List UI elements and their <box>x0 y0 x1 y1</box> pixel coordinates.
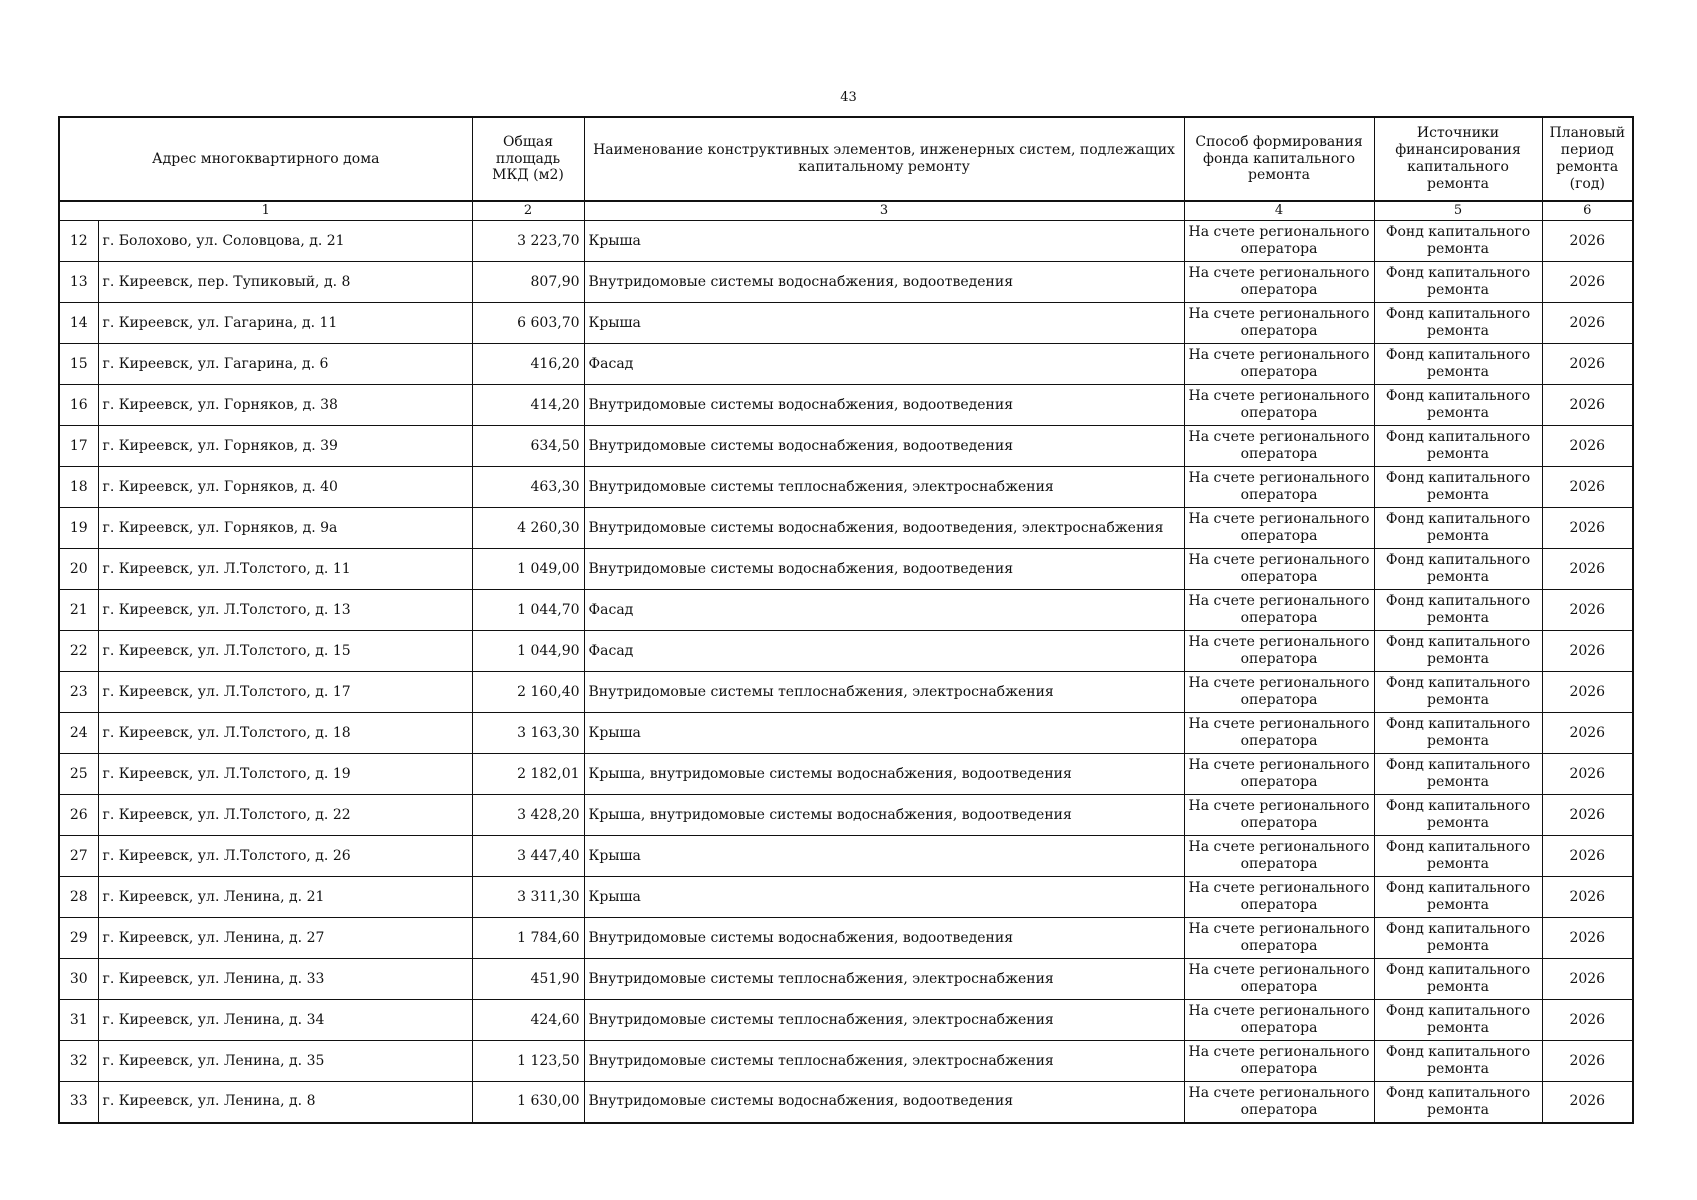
header-sources: Источники финансирования капитального ремонта <box>1374 117 1542 201</box>
row-number: 13 <box>59 262 98 303</box>
row-number: 14 <box>59 303 98 344</box>
area-cell: 1 123,50 <box>472 1041 584 1082</box>
year-cell: 2026 <box>1542 262 1633 303</box>
fund-method-cell: На счете регионального оператора <box>1184 918 1374 959</box>
fund-method-cell: На счете регионального оператора <box>1184 344 1374 385</box>
area-cell: 451,90 <box>472 959 584 1000</box>
fund-method-cell: На счете регионального оператора <box>1184 754 1374 795</box>
elements-cell: Внутридомовые системы теплоснабжения, электроснабжения <box>584 1041 1184 1082</box>
area-cell: 2 182,01 <box>472 754 584 795</box>
year-cell: 2026 <box>1542 590 1633 631</box>
table-row <box>59 590 1633 631</box>
year-cell: 2026 <box>1542 549 1633 590</box>
table-row <box>59 303 1633 344</box>
year-cell: 2026 <box>1542 303 1633 344</box>
fund-method-cell: На счете регионального оператора <box>1184 303 1374 344</box>
year-cell: 2026 <box>1542 672 1633 713</box>
elements-cell: Внутридомовые системы теплоснабжения, электроснабжения <box>584 1000 1184 1041</box>
elements-cell: Внутридомовые системы водоснабжения, водоотведения <box>584 1082 1184 1123</box>
row-number: 18 <box>59 467 98 508</box>
year-cell: 2026 <box>1542 836 1633 877</box>
year-cell: 2026 <box>1542 508 1633 549</box>
source-cell: Фонд капитального ремонта <box>1374 303 1542 344</box>
address-cell: г. Киреевск, ул. Горняков, д. 38 <box>98 385 472 426</box>
elements-cell: Фасад <box>584 344 1184 385</box>
table-row <box>59 262 1633 303</box>
year-cell: 2026 <box>1542 1041 1633 1082</box>
year-cell: 2026 <box>1542 713 1633 754</box>
year-cell: 2026 <box>1542 877 1633 918</box>
row-number: 30 <box>59 959 98 1000</box>
year-cell: 2026 <box>1542 221 1633 262</box>
table-body <box>59 221 1633 1123</box>
address-cell: г. Болохово, ул. Соловцова, д. 21 <box>98 221 472 262</box>
address-cell: г. Киреевск, ул. Горняков, д. 40 <box>98 467 472 508</box>
address-cell: г. Киреевск, ул. Гагарина, д. 6 <box>98 344 472 385</box>
elements-cell: Фасад <box>584 590 1184 631</box>
area-cell: 414,20 <box>472 385 584 426</box>
elements-cell: Внутридомовые системы водоснабжения, водоотведения <box>584 918 1184 959</box>
elements-cell: Крыша <box>584 713 1184 754</box>
column-number: 3 <box>584 201 1184 221</box>
row-number: 21 <box>59 590 98 631</box>
year-cell: 2026 <box>1542 467 1633 508</box>
header-elements: Наименование конструктивных элементов, инженерных систем, подлежащих капитальному ремонту <box>584 117 1184 201</box>
area-cell: 3 163,30 <box>472 713 584 754</box>
row-number: 29 <box>59 918 98 959</box>
source-cell: Фонд капитального ремонта <box>1374 221 1542 262</box>
repair-plan-table <box>58 116 1634 1124</box>
area-cell: 1 044,70 <box>472 590 584 631</box>
table-row <box>59 959 1633 1000</box>
address-cell: г. Киреевск, ул. Л.Толстого, д. 19 <box>98 754 472 795</box>
column-number: 5 <box>1374 201 1542 221</box>
elements-cell: Внутридомовые системы водоснабжения, водоотведения, электроснабжения <box>584 508 1184 549</box>
row-number: 19 <box>59 508 98 549</box>
address-cell: г. Киреевск, ул. Л.Толстого, д. 17 <box>98 672 472 713</box>
table-row <box>59 672 1633 713</box>
fund-method-cell: На счете регионального оператора <box>1184 877 1374 918</box>
source-cell: Фонд капитального ремонта <box>1374 631 1542 672</box>
source-cell: Фонд капитального ремонта <box>1374 1041 1542 1082</box>
source-cell: Фонд капитального ремонта <box>1374 836 1542 877</box>
header-period: Плановый период ремонта (год) <box>1542 117 1633 201</box>
area-cell: 463,30 <box>472 467 584 508</box>
year-cell: 2026 <box>1542 795 1633 836</box>
row-number: 23 <box>59 672 98 713</box>
source-cell: Фонд капитального ремонта <box>1374 713 1542 754</box>
table-row <box>59 1000 1633 1041</box>
table-row <box>59 918 1633 959</box>
source-cell: Фонд капитального ремонта <box>1374 508 1542 549</box>
fund-method-cell: На счете регионального оператора <box>1184 590 1374 631</box>
address-cell: г. Киреевск, ул. Гагарина, д. 11 <box>98 303 472 344</box>
row-number: 12 <box>59 221 98 262</box>
area-cell: 3 223,70 <box>472 221 584 262</box>
column-number-row <box>59 201 1633 221</box>
area-cell: 3 428,20 <box>472 795 584 836</box>
area-cell: 1 784,60 <box>472 918 584 959</box>
address-cell: г. Киреевск, ул. Ленина, д. 21 <box>98 877 472 918</box>
table-row <box>59 549 1633 590</box>
table-row <box>59 221 1633 262</box>
address-cell: г. Киреевск, ул. Ленина, д. 33 <box>98 959 472 1000</box>
address-cell: г. Киреевск, пер. Тупиковый, д. 8 <box>98 262 472 303</box>
fund-method-cell: На счете регионального оператора <box>1184 426 1374 467</box>
source-cell: Фонд капитального ремонта <box>1374 754 1542 795</box>
year-cell: 2026 <box>1542 918 1633 959</box>
row-number: 26 <box>59 795 98 836</box>
elements-cell: Внутридомовые системы теплоснабжения, электроснабжения <box>584 467 1184 508</box>
column-number: 4 <box>1184 201 1374 221</box>
source-cell: Фонд капитального ремонта <box>1374 1000 1542 1041</box>
row-number: 20 <box>59 549 98 590</box>
source-cell: Фонд капитального ремонта <box>1374 877 1542 918</box>
table-row <box>59 426 1633 467</box>
row-number: 17 <box>59 426 98 467</box>
address-cell: г. Киреевск, ул. Ленина, д. 8 <box>98 1082 472 1123</box>
elements-cell: Крыша <box>584 221 1184 262</box>
area-cell: 416,20 <box>472 344 584 385</box>
source-cell: Фонд капитального ремонта <box>1374 795 1542 836</box>
elements-cell: Внутридомовые системы водоснабжения, водоотведения <box>584 549 1184 590</box>
header-area: Общая площадь МКД (м2) <box>472 117 584 201</box>
address-cell: г. Киреевск, ул. Л.Толстого, д. 15 <box>98 631 472 672</box>
year-cell: 2026 <box>1542 385 1633 426</box>
source-cell: Фонд капитального ремонта <box>1374 590 1542 631</box>
area-cell: 1 049,00 <box>472 549 584 590</box>
table-row <box>59 344 1633 385</box>
elements-cell: Фасад <box>584 631 1184 672</box>
row-number: 27 <box>59 836 98 877</box>
area-cell: 3 311,30 <box>472 877 584 918</box>
source-cell: Фонд капитального ремонта <box>1374 672 1542 713</box>
elements-cell: Крыша <box>584 303 1184 344</box>
address-cell: г. Киреевск, ул. Л.Толстого, д. 18 <box>98 713 472 754</box>
address-cell: г. Киреевск, ул. Ленина, д. 34 <box>98 1000 472 1041</box>
fund-method-cell: На счете регионального оператора <box>1184 713 1374 754</box>
table-row <box>59 795 1633 836</box>
column-number: 6 <box>1542 201 1633 221</box>
address-cell: г. Киреевск, ул. Л.Толстого, д. 26 <box>98 836 472 877</box>
row-number: 22 <box>59 631 98 672</box>
area-cell: 1 044,90 <box>472 631 584 672</box>
table-header-row <box>59 117 1633 201</box>
address-cell: г. Киреевск, ул. Л.Толстого, д. 22 <box>98 795 472 836</box>
area-cell: 1 630,00 <box>472 1082 584 1123</box>
column-number: 1 <box>59 201 472 221</box>
address-cell: г. Киреевск, ул. Ленина, д. 35 <box>98 1041 472 1082</box>
table-row <box>59 385 1633 426</box>
page-number: 43 <box>840 90 857 105</box>
elements-cell: Крыша <box>584 877 1184 918</box>
year-cell: 2026 <box>1542 1082 1633 1123</box>
fund-method-cell: На счете регионального оператора <box>1184 467 1374 508</box>
year-cell: 2026 <box>1542 1000 1633 1041</box>
year-cell: 2026 <box>1542 959 1633 1000</box>
row-number: 32 <box>59 1041 98 1082</box>
fund-method-cell: На счете регионального оператора <box>1184 1041 1374 1082</box>
elements-cell: Внутридомовые системы теплоснабжения, электроснабжения <box>584 672 1184 713</box>
table-row <box>59 1082 1633 1123</box>
fund-method-cell: На счете регионального оператора <box>1184 221 1374 262</box>
area-cell: 424,60 <box>472 1000 584 1041</box>
source-cell: Фонд капитального ремонта <box>1374 426 1542 467</box>
fund-method-cell: На счете регионального оператора <box>1184 631 1374 672</box>
fund-method-cell: На счете регионального оператора <box>1184 672 1374 713</box>
source-cell: Фонд капитального ремонта <box>1374 549 1542 590</box>
address-cell: г. Киреевск, ул. Л.Толстого, д. 11 <box>98 549 472 590</box>
fund-method-cell: На счете регионального оператора <box>1184 549 1374 590</box>
area-cell: 6 603,70 <box>472 303 584 344</box>
area-cell: 4 260,30 <box>472 508 584 549</box>
row-number: 24 <box>59 713 98 754</box>
year-cell: 2026 <box>1542 631 1633 672</box>
table-row <box>59 631 1633 672</box>
fund-method-cell: На счете регионального оператора <box>1184 1000 1374 1041</box>
table-row <box>59 467 1633 508</box>
header-fund-method: Способ формирования фонда капитального ремонта <box>1184 117 1374 201</box>
year-cell: 2026 <box>1542 754 1633 795</box>
fund-method-cell: На счете регионального оператора <box>1184 836 1374 877</box>
header-address: Адрес многоквартирного дома <box>59 117 472 201</box>
column-number: 2 <box>472 201 584 221</box>
source-cell: Фонд капитального ремонта <box>1374 918 1542 959</box>
address-cell: г. Киреевск, ул. Горняков, д. 9а <box>98 508 472 549</box>
fund-method-cell: На счете регионального оператора <box>1184 262 1374 303</box>
row-number: 33 <box>59 1082 98 1123</box>
fund-method-cell: На счете регионального оператора <box>1184 959 1374 1000</box>
year-cell: 2026 <box>1542 344 1633 385</box>
address-cell: г. Киреевск, ул. Ленина, д. 27 <box>98 918 472 959</box>
source-cell: Фонд капитального ремонта <box>1374 1082 1542 1123</box>
table-row <box>59 877 1633 918</box>
fund-method-cell: На счете регионального оператора <box>1184 795 1374 836</box>
table-row <box>59 754 1633 795</box>
area-cell: 807,90 <box>472 262 584 303</box>
row-number: 16 <box>59 385 98 426</box>
row-number: 25 <box>59 754 98 795</box>
row-number: 15 <box>59 344 98 385</box>
source-cell: Фонд капитального ремонта <box>1374 467 1542 508</box>
fund-method-cell: На счете регионального оператора <box>1184 508 1374 549</box>
elements-cell: Внутридомовые системы водоснабжения, водоотведения <box>584 426 1184 467</box>
elements-cell: Крыша, внутридомовые системы водоснабжения, водоотведения <box>584 795 1184 836</box>
elements-cell: Крыша <box>584 836 1184 877</box>
address-cell: г. Киреевск, ул. Горняков, д. 39 <box>98 426 472 467</box>
table-row <box>59 836 1633 877</box>
elements-cell: Внутридомовые системы теплоснабжения, электроснабжения <box>584 959 1184 1000</box>
source-cell: Фонд капитального ремонта <box>1374 385 1542 426</box>
table-row <box>59 713 1633 754</box>
fund-method-cell: На счете регионального оператора <box>1184 385 1374 426</box>
area-cell: 3 447,40 <box>472 836 584 877</box>
elements-cell: Внутридомовые системы водоснабжения, водоотведения <box>584 385 1184 426</box>
table-row <box>59 1041 1633 1082</box>
source-cell: Фонд капитального ремонта <box>1374 344 1542 385</box>
fund-method-cell: На счете регионального оператора <box>1184 1082 1374 1123</box>
row-number: 28 <box>59 877 98 918</box>
row-number: 31 <box>59 1000 98 1041</box>
source-cell: Фонд капитального ремонта <box>1374 959 1542 1000</box>
source-cell: Фонд капитального ремонта <box>1374 262 1542 303</box>
area-cell: 634,50 <box>472 426 584 467</box>
table-row <box>59 508 1633 549</box>
address-cell: г. Киреевск, ул. Л.Толстого, д. 13 <box>98 590 472 631</box>
elements-cell: Внутридомовые системы водоснабжения, водоотведения <box>584 262 1184 303</box>
year-cell: 2026 <box>1542 426 1633 467</box>
area-cell: 2 160,40 <box>472 672 584 713</box>
elements-cell: Крыша, внутридомовые системы водоснабжения, водоотведения <box>584 754 1184 795</box>
